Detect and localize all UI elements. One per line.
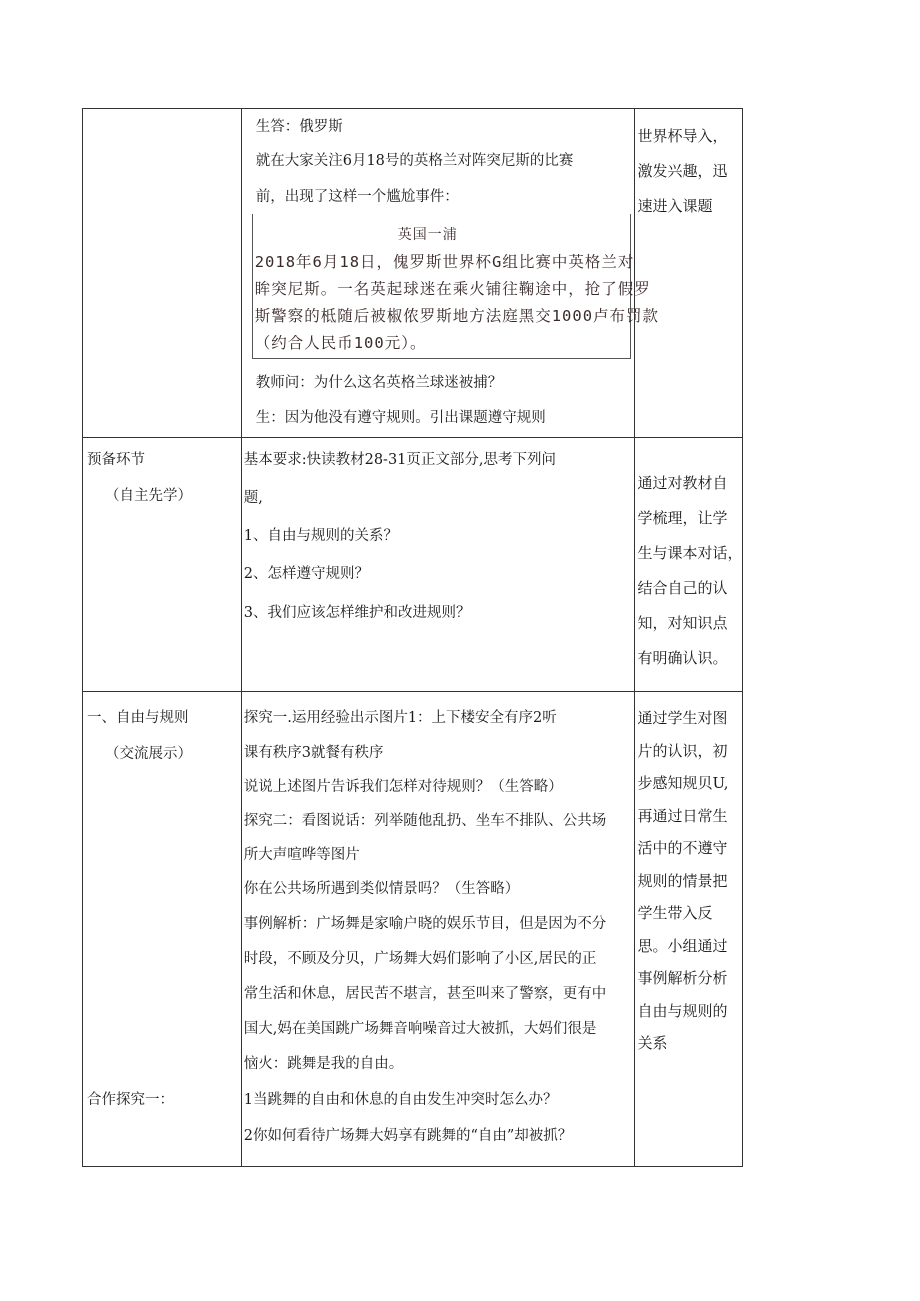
stage-sublabel: （自主先学） <box>105 488 192 504</box>
purpose-line: 结合自己的认 <box>637 579 728 597</box>
table-row-intro <box>83 109 743 438</box>
purpose-cell-intro <box>634 109 743 438</box>
purpose-line: 自由与规则的 <box>637 1001 728 1020</box>
content-line: 课有秩序3就餐有秩序 <box>243 745 384 761</box>
content-line: 事例解析：广场舞是家喻户晓的娱乐节目，但是因为不分 <box>243 916 607 932</box>
purpose-line: 有明确认识。 <box>637 649 728 667</box>
news-headline: 英国一浦 <box>397 227 458 243</box>
content-line: 时段，不顾及分贝，广场舞大妈们影响了小区,居民的正 <box>243 951 597 967</box>
news-line: 2018年6月18日，傀罗斯世界杯G组比赛中英格兰对 <box>254 253 635 271</box>
purpose-line: 思。小组通过 <box>637 936 728 955</box>
news-line: （约合人民币100元）。 <box>254 334 427 352</box>
purpose-line: 活中的不遵守 <box>637 839 728 857</box>
purpose-line: 世界杯导入， <box>637 127 728 145</box>
stage-cell-empty <box>83 109 242 438</box>
content-line: 2、怎样遵守规则？ <box>243 566 369 582</box>
table-row-freedom-rules <box>83 692 743 1167</box>
content-line: 3、我们应该怎样维护和改进规则？ <box>243 605 471 621</box>
content-line: 题, <box>243 490 263 506</box>
news-line: 斯警察的柢随后被椒侬罗斯地方法庭黑交1000卢布罚款 <box>254 307 660 325</box>
content-line: 1当跳舞的自由和休息的自由发生冲突时怎么办？ <box>243 1092 558 1108</box>
content-line: 生答：俄罗斯 <box>255 119 343 135</box>
stage-cell-preparation <box>83 438 242 692</box>
content-line: 就在大家关注6月18号的英格兰对阵突尼斯的比赛 <box>255 153 574 169</box>
stage-label: 预备环节 <box>87 452 145 468</box>
news-line: 眸突尼斯。一名英起球迷在乘火铺往鞠途中，抢了假罗 <box>254 280 651 298</box>
content-line: 教师问：为什么这名英格兰球迷被捕？ <box>255 375 503 391</box>
purpose-line: 学梳理，让学 <box>637 509 728 527</box>
purpose-line: 片的认识，初 <box>637 741 728 760</box>
content-line: 1、自由与规则的关系？ <box>243 528 398 544</box>
content-line: 所大声喧哗等图片 <box>243 847 360 863</box>
purpose-line: 学生带入反 <box>637 904 713 922</box>
content-line: 说说上述图片告诉我们怎样对待规则？（生答略） <box>243 779 563 795</box>
news-excerpt-box <box>252 214 660 359</box>
content-line: 前，出现了这样一个尴尬事件： <box>255 189 459 205</box>
content-line: 探究一.运用经验出示图片1：上下楼安全有序2听 <box>243 710 557 726</box>
purpose-line: 规则的情景把 <box>637 871 728 890</box>
content-cell-intro <box>241 109 660 438</box>
content-line: 国大,妈在美国跳广场舞音响噪音过大被抓，大妈们很是 <box>243 1021 597 1037</box>
purpose-line: 激发兴趣，迅 <box>637 162 728 180</box>
purpose-line: 步感知规贝U, <box>637 774 729 792</box>
purpose-line: 生与课本对话， <box>637 544 743 562</box>
stage-label-secondary: 合作探究一： <box>87 1092 174 1108</box>
purpose-line: 通过学生对图 <box>637 709 728 727</box>
stage-sublabel: （交流展示） <box>105 746 192 762</box>
content-cell-freedom-rules <box>241 692 634 1167</box>
table-row-preparation <box>83 438 743 692</box>
purpose-line: 知，对知识点 <box>637 614 728 632</box>
purpose-cell-preparation <box>634 438 743 692</box>
content-line: 恼火：跳舞是我的自由。 <box>243 1056 404 1072</box>
purpose-line: 再通过日常生 <box>637 806 728 825</box>
content-line: 你在公共场所遇到类似情景吗？（生答略） <box>243 881 520 897</box>
content-line: 基本要求:快读教材28-31页正文部分,思考下列问 <box>243 452 557 468</box>
content-line: 2你如何看待广场舞大妈享有跳舞的“自由”却被抓？ <box>243 1128 573 1144</box>
purpose-cell-freedom-rules <box>634 692 743 1167</box>
stage-label: 一、自由与规则 <box>87 710 189 726</box>
content-line: 常生活和休息，居民苦不堪言，甚至叫来了警察，更有中 <box>243 986 607 1002</box>
purpose-line: 关系 <box>637 1034 668 1052</box>
stage-cell-freedom-rules <box>83 692 242 1167</box>
content-cell-preparation <box>241 438 634 692</box>
purpose-line: 速进入课题 <box>637 197 713 215</box>
purpose-line: 通过对教材自 <box>637 474 728 492</box>
lesson-plan-table <box>82 108 743 1167</box>
content-line: 生：因为他没有遵守规则。引出课题遵守规则 <box>255 410 546 426</box>
content-line: 探究二：看图说话：列举随他乱扔、坐车不排队、公共场 <box>243 813 607 829</box>
purpose-line: 事例解析分析 <box>637 969 728 987</box>
